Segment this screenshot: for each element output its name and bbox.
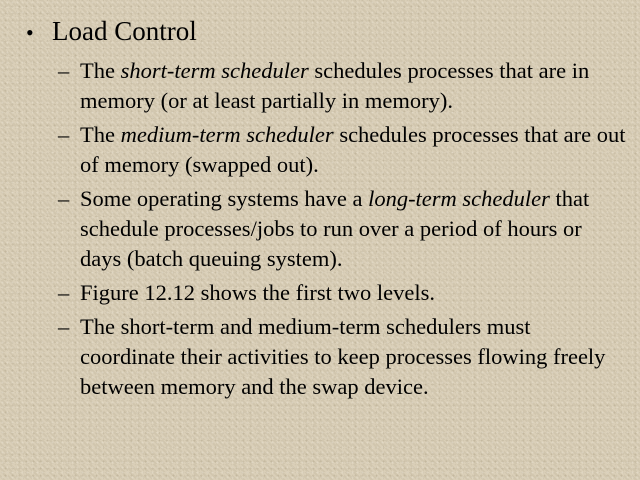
sub-item-short-term bbox=[58, 56, 628, 116]
sub-item-text-pre: The bbox=[80, 58, 121, 83]
sub-item-text-post: schedules processes that are in memory (or at least partially in memory). bbox=[80, 58, 590, 113]
dash-glyph: – bbox=[58, 314, 70, 339]
sub-item-text-pre: Some operating systems have a bbox=[80, 186, 369, 211]
main-bullet bbox=[26, 14, 197, 50]
sub-item-long-term bbox=[58, 184, 628, 274]
sub-item-text-pre: The bbox=[80, 122, 121, 147]
bullet-glyph: • bbox=[26, 20, 34, 45]
sub-item-text-post: that schedule processes/jobs to run over a period of hours or days (batch queuing system). bbox=[80, 186, 590, 271]
dash-glyph: – bbox=[58, 122, 70, 147]
dash-glyph: – bbox=[58, 58, 70, 83]
dash-glyph: – bbox=[58, 186, 70, 211]
sub-bullet-list bbox=[58, 56, 628, 406]
sub-item-text: Figure 12.12 shows the first two levels. bbox=[80, 280, 435, 305]
sub-item-figure-ref bbox=[58, 278, 628, 308]
slide-heading: Load Control bbox=[52, 16, 197, 46]
sub-item-medium-term bbox=[58, 120, 628, 180]
sub-item-emphasis: medium-term scheduler bbox=[120, 122, 334, 147]
sub-item-emphasis: long-term scheduler bbox=[368, 186, 550, 211]
sub-item-text: The short-term and medium-term schedulers must coordinate their activities to keep processes flowing freely between memory and the swap device. bbox=[80, 314, 606, 399]
dash-glyph: – bbox=[58, 280, 70, 305]
sub-item-coordination bbox=[58, 312, 628, 402]
sub-item-emphasis: short-term scheduler bbox=[120, 58, 309, 83]
sub-item-text-post: schedules processes that are out of memory (swapped out). bbox=[80, 122, 626, 177]
